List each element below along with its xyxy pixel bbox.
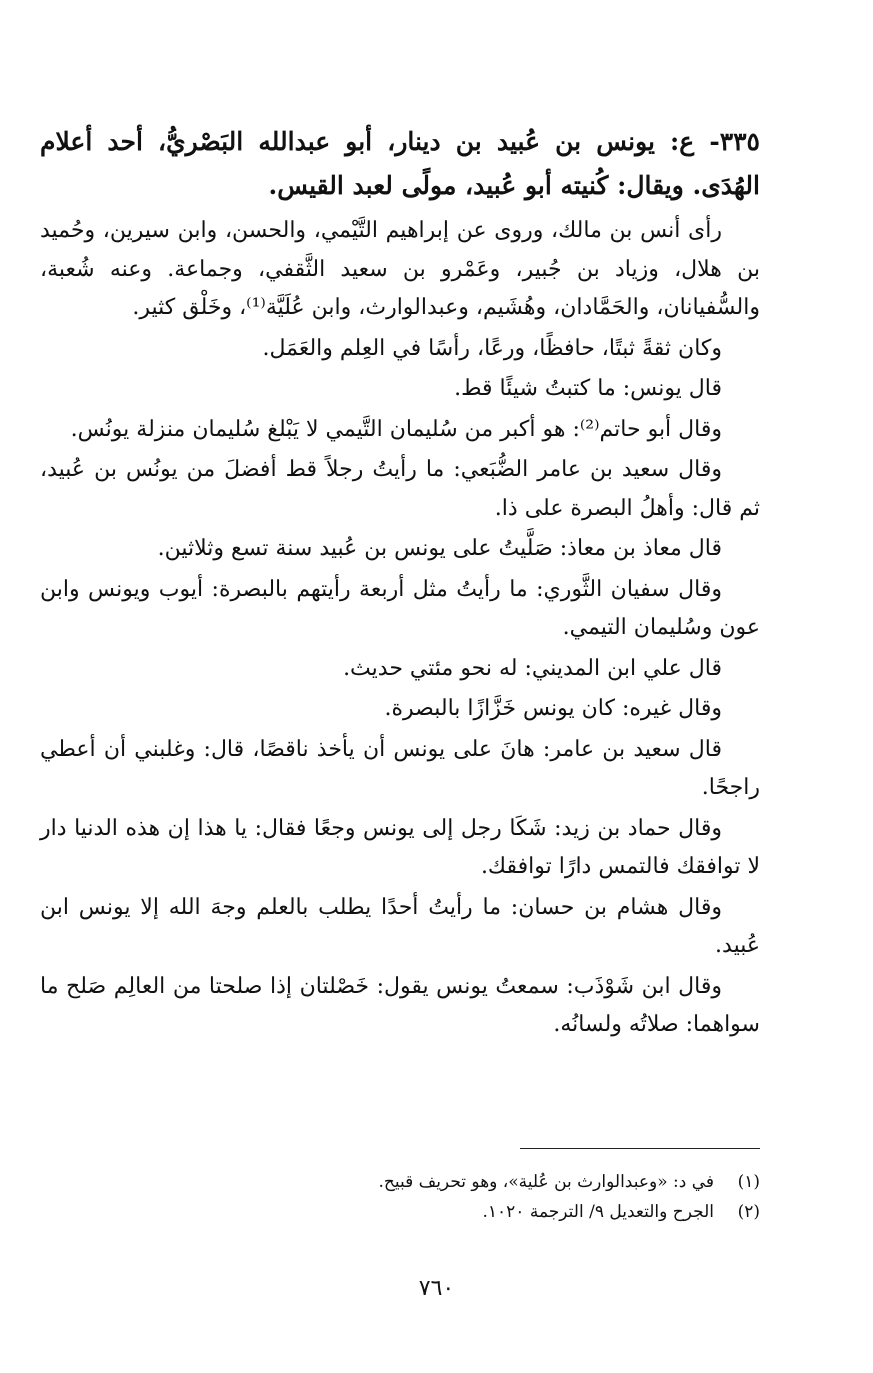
entry-heading: ٣٣٥- ع: يونس بن عُبيد بن دينار، أبو عبدالله البَصْريُّ، أحد أعلام الهُدَى. ويقال: كُنيته أبو عُبيد، مولًى لعبد القيس. — [40, 127, 760, 200]
paragraph-2: وكان ثقةً ثبتًا، حافظًا، ورعًا، رأسًا في العِلم والعَمَل. — [262, 335, 722, 361]
paragraph-9: وقال غيره: كان يونس خَزَّازًا بالبصرة. — [384, 696, 722, 721]
page-number: ٧٦٠ — [418, 1276, 455, 1301]
footnote-divider — [520, 1148, 760, 1149]
paragraph-3: قال يونس: ما كتبتُ شيئًا قط. — [454, 376, 722, 401]
paragraph-6: قال معاذ بن معاذ: صَلَّيتُ على يونس بن عُبيد سنة تسع وثلاثين. — [157, 536, 722, 561]
paragraph-4: وقال أبو حاتم⁽²⁾: هو أكبر من سُليمان التَّيمي لا يَبْلغ سُليمان منزلة يونُس. — [70, 416, 722, 442]
paragraph-1: رأى أنس بن مالك، وروى عن إبراهيم التَّيْمي، والحسن، وابن سيرين، وحُميد بن هلال، وزياد بن جُبير، وعَمْرو بن سعيد الثَّقفي، وجماعة. وعنه شُعبة، والسُّفيانان، والحَمَّادان، وهُشَيم، وعبدالوارث، وابن عُلَيَّة⁽¹⁾، وخَلْق كثير. — [40, 218, 760, 320]
footnotes — [40, 1148, 760, 1227]
footnote-1-text: في د: «وعبدالوارث بن عُلية»، وهو تحريف قبيح. — [378, 1172, 714, 1192]
paragraph-7: وقال سفيان الثَّوري: ما رأيتُ مثل أربعة رأيتهم بالبصرة: أيوب ويونس وابن عون وسُليمان التيمي. — [40, 576, 760, 640]
footnote-1-marker: (١) — [737, 1172, 760, 1192]
paragraph-12: وقال هشام بن حسان: ما رأيتُ أحدًا يطلب بالعلم وجهَ الله إلا يونس ابن عُبيد. — [40, 894, 760, 958]
paragraph-10: قال سعيد بن عامر: هانَ على يونس أن يأخذ ناقصًا، قال: وغلبني أن أعطي راجحًا. — [40, 736, 760, 800]
footnote-1 — [40, 1167, 760, 1197]
paragraph-13: وقال ابن شَوْذَب: سمعتُ يونس يقول: خَصْلتان إذا صلحتا من العالِم صَلح ما سواهما: صلاتُه ولسانُه. — [40, 973, 760, 1037]
main-text — [40, 120, 760, 1047]
paragraph-11: وقال حماد بن زيد: شَكَا رجل إلى يونس وجعًا فقال: يا هذا إن هذه الدنيا دار لا توافقك فالتمس دارًا توافقك. — [40, 815, 760, 879]
footnote-2 — [40, 1197, 760, 1227]
paragraph-5: وقال سعيد بن عامر الضُّبَعي: ما رأيتُ رجلاً قط أفضلَ من يونُس بن عُبيد، ثم قال: وأهلُ البصرة على ذا. — [40, 457, 760, 521]
footnote-2-text: الجرح والتعديل ٩/ الترجمة ١٠٢٠. — [482, 1202, 714, 1222]
footnote-2-marker: (٢) — [737, 1202, 760, 1222]
paragraph-8: قال علي ابن المديني: له نحو مئتي حديث. — [343, 655, 722, 681]
